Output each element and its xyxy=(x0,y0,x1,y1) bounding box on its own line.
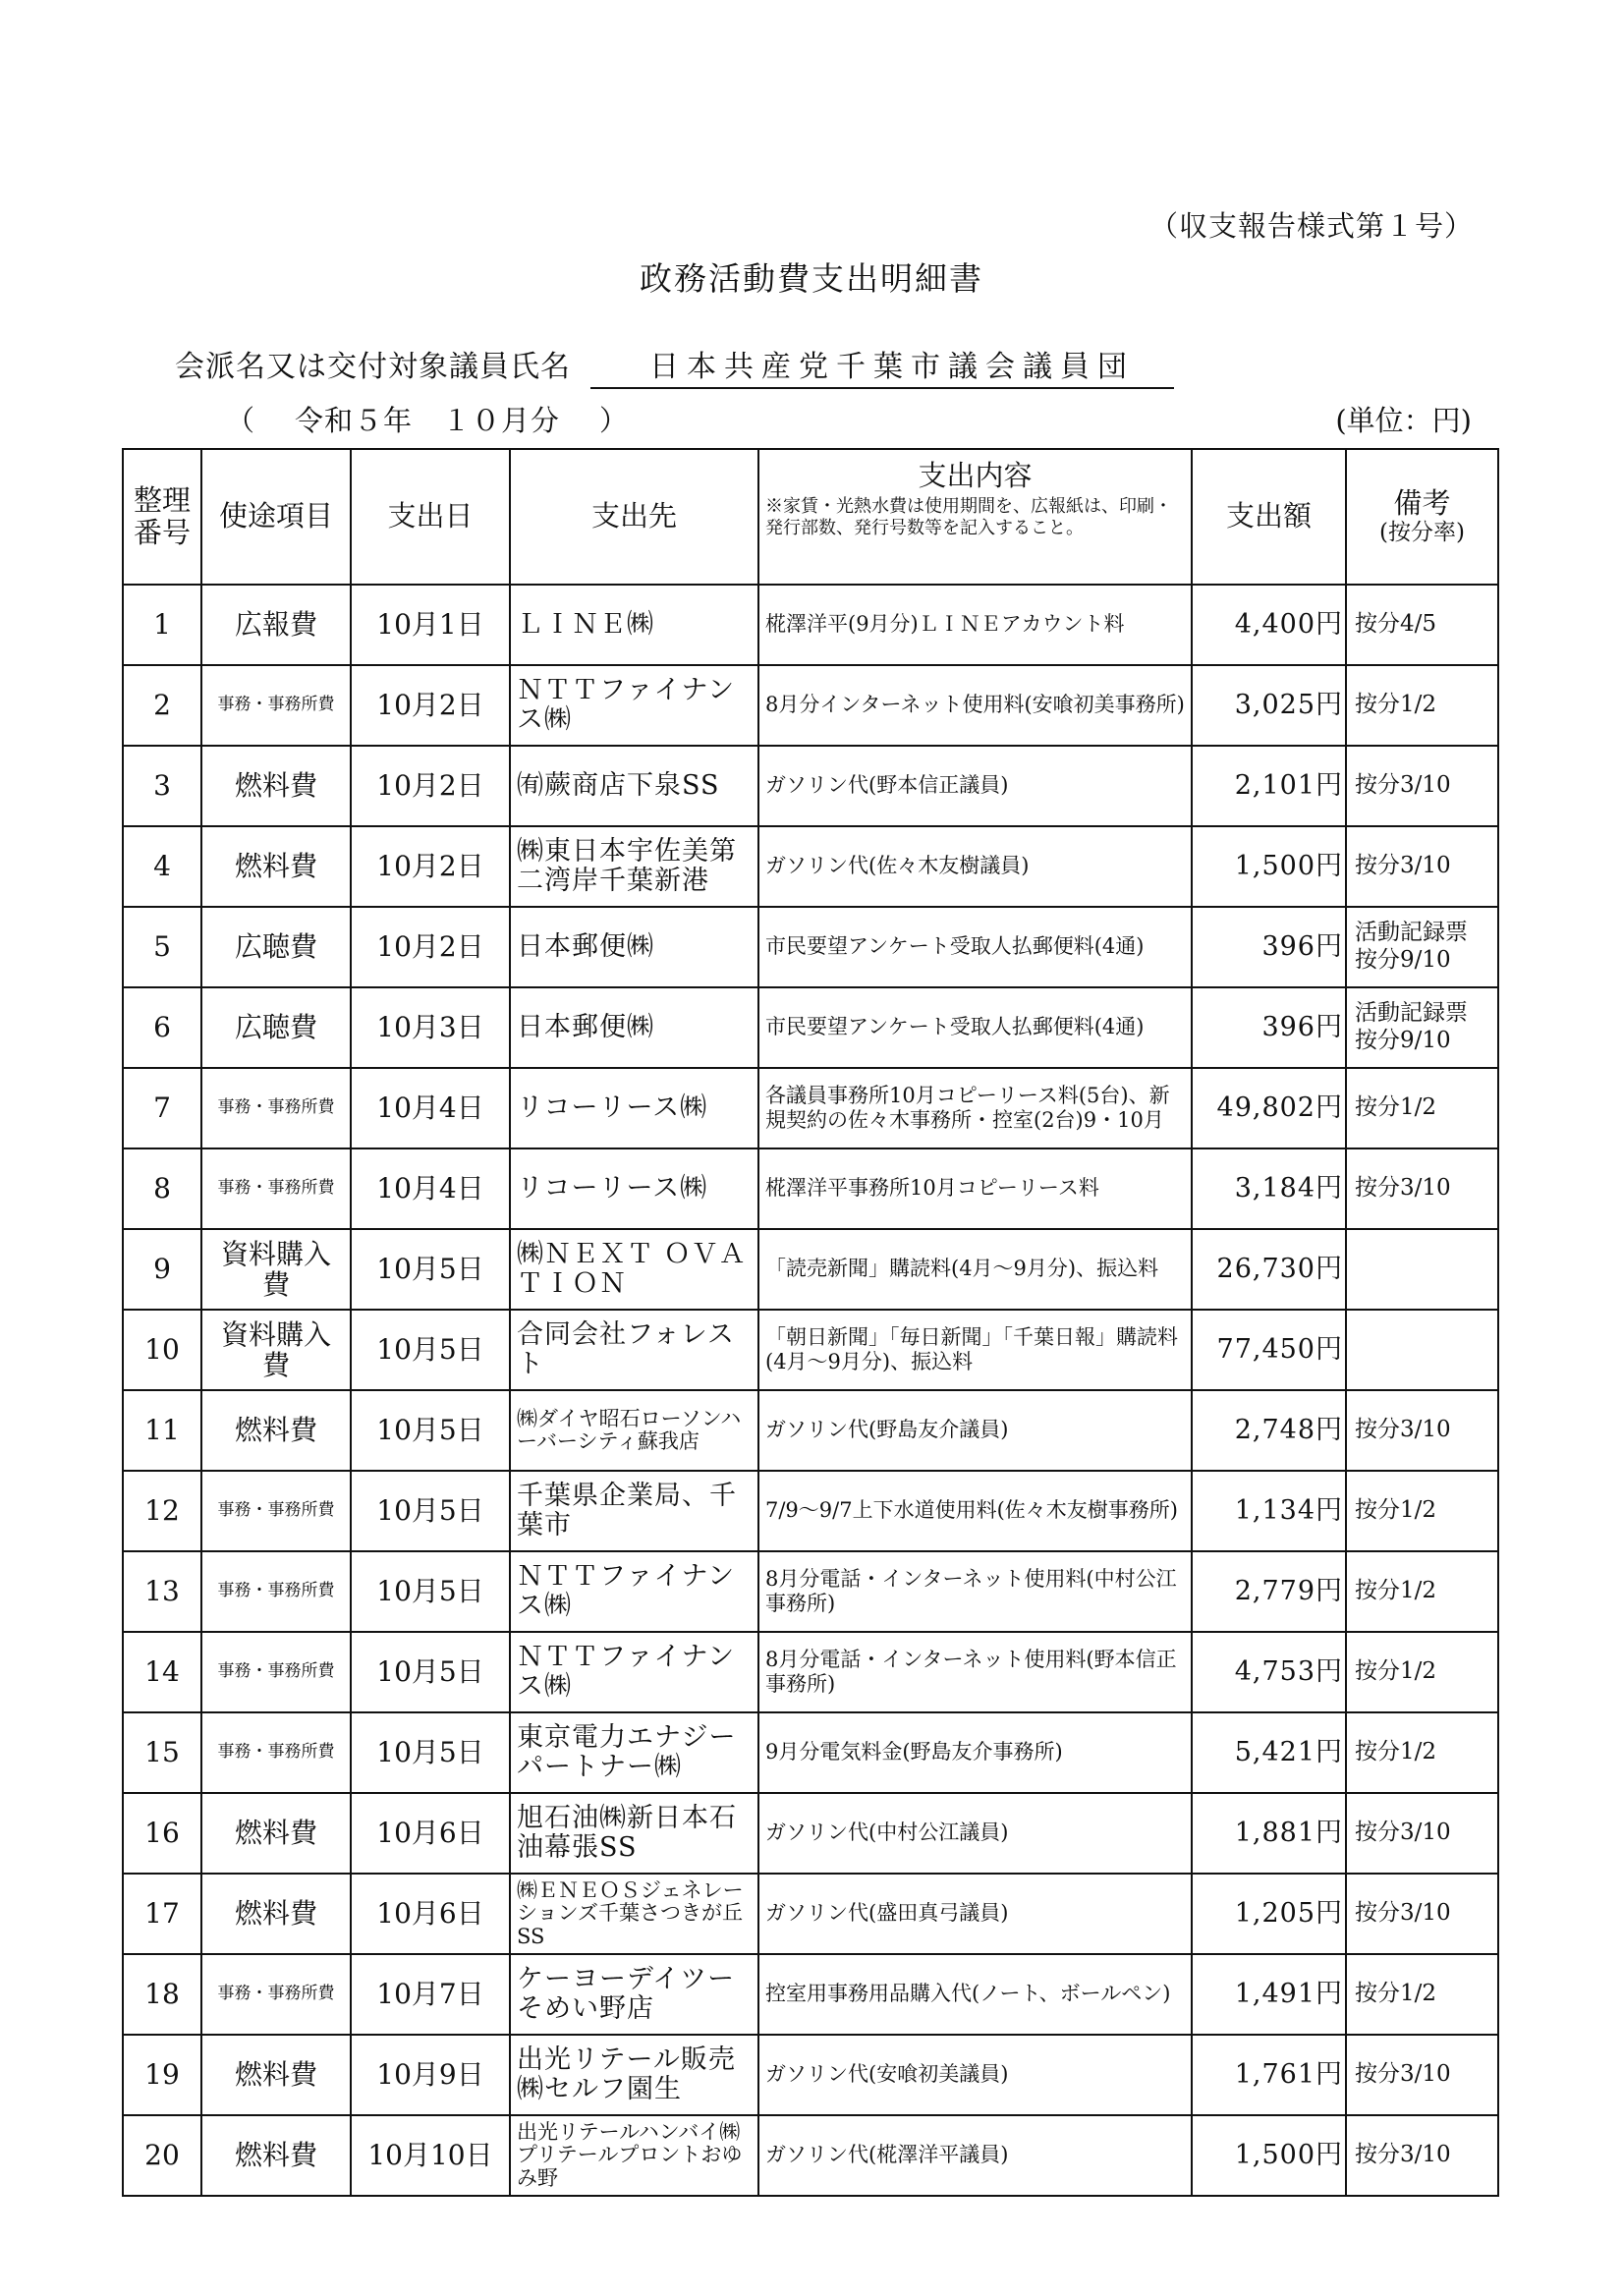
cell-category: 事務・事務所費 xyxy=(201,1148,351,1229)
cell-content: 7/9～9/7上下水道使用料(佐々木友樹事務所) xyxy=(758,1471,1192,1551)
cell-remarks xyxy=(1346,1310,1498,1390)
cell-date: 10月5日 xyxy=(351,1471,510,1551)
cell-remarks: 按分1/2 xyxy=(1346,665,1498,746)
cell-no: 16 xyxy=(123,1793,201,1874)
form-number: （収支報告様式第１号） xyxy=(1148,209,1474,243)
cell-payee: ㈱東日本宇佐美第二湾岸千葉新港 xyxy=(510,826,758,907)
cell-date: 10月1日 xyxy=(351,585,510,665)
header-payee: 支出先 xyxy=(510,449,758,585)
cell-date: 10月5日 xyxy=(351,1632,510,1712)
period-open-paren: （ xyxy=(226,404,256,437)
cell-payee: 東京電力エナジーパートナー㈱ xyxy=(510,1712,758,1793)
cell-amount: 2,101円 xyxy=(1192,746,1346,826)
cell-content: ガソリン代(野島友介議員) xyxy=(758,1390,1192,1471)
cell-category: 広聴費 xyxy=(201,907,351,987)
cell-remarks: 活動記録票 按分9/10 xyxy=(1346,987,1498,1068)
cell-content: ガソリン代(椛澤洋平議員) xyxy=(758,2115,1192,2196)
table-row xyxy=(123,1712,1498,1793)
cell-payee: 出光リテールハンバイ㈱プリテールプロントおゆみ野 xyxy=(510,2115,758,2196)
cell-date: 10月5日 xyxy=(351,1229,510,1310)
cell-no: 9 xyxy=(123,1229,201,1310)
cell-remarks: 按分3/10 xyxy=(1346,826,1498,907)
cell-date: 10月2日 xyxy=(351,907,510,987)
cell-payee: ㈱ＥＮＥＯＳジェネレーションズ千葉さつきが丘SS xyxy=(510,1874,758,1954)
cell-payee: ケーヨーデイツーそめい野店 xyxy=(510,1954,758,2035)
unit-label: (単位：円) xyxy=(1335,404,1472,437)
cell-amount: 1,500円 xyxy=(1192,826,1346,907)
cell-no: 5 xyxy=(123,907,201,987)
expense-table xyxy=(122,448,1499,2197)
cell-date: 10月5日 xyxy=(351,1390,510,1471)
cell-remarks: 按分1/2 xyxy=(1346,1632,1498,1712)
cell-category: 燃料費 xyxy=(201,1390,351,1471)
cell-remarks xyxy=(1346,1229,1498,1310)
cell-no: 6 xyxy=(123,987,201,1068)
cell-content: 「読売新聞」購読料(4月～9月分)、振込料 xyxy=(758,1229,1192,1310)
cell-no: 3 xyxy=(123,746,201,826)
table-row xyxy=(123,987,1498,1068)
cell-payee: リコーリース㈱ xyxy=(510,1068,758,1148)
table-row xyxy=(123,1632,1498,1712)
table-row xyxy=(123,746,1498,826)
header-remarks-label: 備考 xyxy=(1393,486,1451,521)
cell-no: 19 xyxy=(123,2035,201,2115)
cell-amount: 1,491円 xyxy=(1192,1954,1346,2035)
cell-remarks: 按分1/2 xyxy=(1346,1471,1498,1551)
cell-category: 燃料費 xyxy=(201,826,351,907)
cell-payee: 千葉県企業局、千葉市 xyxy=(510,1471,758,1551)
cell-amount: 2,779円 xyxy=(1192,1551,1346,1632)
cell-date: 10月2日 xyxy=(351,826,510,907)
party-line xyxy=(175,342,1174,389)
cell-date: 10月5日 xyxy=(351,1551,510,1632)
cell-payee: リコーリース㈱ xyxy=(510,1148,758,1229)
table-row xyxy=(123,1874,1498,1954)
cell-date: 10月6日 xyxy=(351,1874,510,1954)
header-remarks xyxy=(1346,449,1498,585)
cell-category: 事務・事務所費 xyxy=(201,1712,351,1793)
cell-remarks: 按分3/10 xyxy=(1346,1390,1498,1471)
cell-payee: 旭石油㈱新日本石油幕張SS xyxy=(510,1793,758,1874)
header-date: 支出日 xyxy=(351,449,510,585)
cell-content: ガソリン代(野本信正議員) xyxy=(758,746,1192,826)
cell-content: 椛澤洋平事務所10月コピーリース料 xyxy=(758,1148,1192,1229)
table-row xyxy=(123,2035,1498,2115)
cell-payee: ㈲蕨商店下泉SS xyxy=(510,746,758,826)
cell-payee: ＮＴＴファイナンス㈱ xyxy=(510,665,758,746)
table-row xyxy=(123,907,1498,987)
cell-amount: 1,881円 xyxy=(1192,1793,1346,1874)
table-row xyxy=(123,2115,1498,2196)
cell-date: 10月7日 xyxy=(351,1954,510,2035)
cell-date: 10月4日 xyxy=(351,1148,510,1229)
cell-content: 市民要望アンケート受取人払郵便料(4通) xyxy=(758,987,1192,1068)
table-row xyxy=(123,1068,1498,1148)
table-row xyxy=(123,1229,1498,1310)
cell-category: 燃料費 xyxy=(201,1793,351,1874)
cell-category: 事務・事務所費 xyxy=(201,665,351,746)
cell-no: 15 xyxy=(123,1712,201,1793)
cell-category: 事務・事務所費 xyxy=(201,1632,351,1712)
cell-amount: 3,184円 xyxy=(1192,1148,1346,1229)
cell-content: 椛澤洋平(9月分)ＬＩＮＥアカウント料 xyxy=(758,585,1192,665)
cell-payee: ＬＩＮＥ㈱ xyxy=(510,585,758,665)
cell-content: 各議員事務所10月コピーリース料(5台)、新規契約の佐々木事務所・控室(2台)9・10月 xyxy=(758,1068,1192,1148)
cell-amount: 1,134円 xyxy=(1192,1471,1346,1551)
page-title: 政務活動費支出明細書 xyxy=(640,259,983,298)
table-header-row xyxy=(123,449,1498,585)
cell-amount: 396円 xyxy=(1192,907,1346,987)
cell-remarks: 按分4/5 xyxy=(1346,585,1498,665)
cell-content: 控室用事務用品購入代(ノート、ボールペン) xyxy=(758,1954,1192,2035)
header-remarks-sub: (按分率) xyxy=(1379,520,1465,546)
cell-remarks: 按分1/2 xyxy=(1346,1068,1498,1148)
cell-amount: 26,730円 xyxy=(1192,1229,1346,1310)
header-amount: 支出額 xyxy=(1192,449,1346,585)
cell-no: 12 xyxy=(123,1471,201,1551)
table-row xyxy=(123,826,1498,907)
period-close-paren: ） xyxy=(599,404,630,437)
cell-amount: 1,761円 xyxy=(1192,2035,1346,2115)
cell-payee: 日本郵便㈱ xyxy=(510,987,758,1068)
cell-amount: 77,450円 xyxy=(1192,1310,1346,1390)
cell-payee: 合同会社フォレスト xyxy=(510,1310,758,1390)
cell-payee: 出光リテール販売㈱セルフ園生 xyxy=(510,2035,758,2115)
cell-category: 燃料費 xyxy=(201,2115,351,2196)
header-content-note: ※家賃・光熱水費は使用期間を、広報紙は、印刷・発行部数、発行号数等を記入すること。 xyxy=(765,496,1172,538)
cell-remarks: 按分1/2 xyxy=(1346,1954,1498,2035)
period-text: 令和５年 １０月分 xyxy=(295,404,561,437)
cell-content: 「朝日新聞」「毎日新聞」「千葉日報」購読料(4月～9月分)、振込料 xyxy=(758,1310,1192,1390)
cell-category: 資料購入費 xyxy=(201,1310,351,1390)
cell-no: 17 xyxy=(123,1874,201,1954)
cell-date: 10月2日 xyxy=(351,746,510,826)
cell-category: 事務・事務所費 xyxy=(201,1954,351,2035)
cell-amount: 1,500円 xyxy=(1192,2115,1346,2196)
cell-category: 事務・事務所費 xyxy=(201,1068,351,1148)
cell-content: 8月分インターネット使用料(安喰初美事務所) xyxy=(758,665,1192,746)
cell-amount: 4,400円 xyxy=(1192,585,1346,665)
cell-payee: 日本郵便㈱ xyxy=(510,907,758,987)
cell-no: 18 xyxy=(123,1954,201,2035)
cell-payee: ＮＴＴファイナンス㈱ xyxy=(510,1551,758,1632)
table-row xyxy=(123,1793,1498,1874)
cell-content: 市民要望アンケート受取人払郵便料(4通) xyxy=(758,907,1192,987)
cell-payee: ㈱ＮＥＸＴ ＯＶＡＴＩＯＮ xyxy=(510,1229,758,1310)
table-body xyxy=(123,585,1498,2196)
cell-remarks: 按分3/10 xyxy=(1346,1148,1498,1229)
table-row xyxy=(123,1954,1498,2035)
cell-amount: 3,025円 xyxy=(1192,665,1346,746)
cell-date: 10月6日 xyxy=(351,1793,510,1874)
table-row xyxy=(123,585,1498,665)
cell-remarks: 按分1/2 xyxy=(1346,1712,1498,1793)
cell-no: 10 xyxy=(123,1310,201,1390)
cell-payee: ＮＴＴファイナンス㈱ xyxy=(510,1632,758,1712)
cell-content: 8月分電話・インターネット使用料(野本信正事務所) xyxy=(758,1632,1192,1712)
table-row xyxy=(123,1390,1498,1471)
cell-remarks: 按分3/10 xyxy=(1346,2115,1498,2196)
header-no: 整理番号 xyxy=(123,449,201,585)
cell-date: 10月9日 xyxy=(351,2035,510,2115)
cell-date: 10月10日 xyxy=(351,2115,510,2196)
party-name: 日本共産党千葉市議会議員団 xyxy=(590,342,1174,389)
table-row xyxy=(123,1551,1498,1632)
cell-date: 10月2日 xyxy=(351,665,510,746)
table-row xyxy=(123,1471,1498,1551)
header-content xyxy=(758,449,1192,585)
cell-date: 10月4日 xyxy=(351,1068,510,1148)
cell-category: 広報費 xyxy=(201,585,351,665)
cell-category: 燃料費 xyxy=(201,2035,351,2115)
party-label: 会派名又は交付対象議員氏名 xyxy=(175,350,571,384)
cell-date: 10月5日 xyxy=(351,1310,510,1390)
cell-content: ガソリン代(安喰初美議員) xyxy=(758,2035,1192,2115)
cell-content: ガソリン代(佐々木友樹議員) xyxy=(758,826,1192,907)
cell-content: 9月分電気料金(野島友介事務所) xyxy=(758,1712,1192,1793)
cell-amount: 2,748円 xyxy=(1192,1390,1346,1471)
cell-category: 燃料費 xyxy=(201,746,351,826)
cell-no: 1 xyxy=(123,585,201,665)
cell-content: ガソリン代(中村公江議員) xyxy=(758,1793,1192,1874)
cell-category: 燃料費 xyxy=(201,1874,351,1954)
cell-remarks: 按分1/2 xyxy=(1346,1551,1498,1632)
cell-no: 14 xyxy=(123,1632,201,1712)
cell-no: 7 xyxy=(123,1068,201,1148)
reporting-period xyxy=(226,399,668,439)
header-category: 使途項目 xyxy=(201,449,351,585)
cell-no: 8 xyxy=(123,1148,201,1229)
cell-category: 事務・事務所費 xyxy=(201,1551,351,1632)
header-content-label: 支出内容 xyxy=(918,459,1033,492)
cell-no: 20 xyxy=(123,2115,201,2196)
cell-no: 13 xyxy=(123,1551,201,1632)
cell-no: 11 xyxy=(123,1390,201,1471)
cell-content: ガソリン代(盛田真弓議員) xyxy=(758,1874,1192,1954)
cell-remarks: 活動記録票 按分9/10 xyxy=(1346,907,1498,987)
cell-payee: ㈱ダイヤ昭石ローソンハーバーシティ蘇我店 xyxy=(510,1390,758,1471)
table-row xyxy=(123,665,1498,746)
cell-date: 10月5日 xyxy=(351,1712,510,1793)
cell-remarks: 按分3/10 xyxy=(1346,2035,1498,2115)
cell-amount: 1,205円 xyxy=(1192,1874,1346,1954)
cell-amount: 49,802円 xyxy=(1192,1068,1346,1148)
table-row xyxy=(123,1310,1498,1390)
cell-remarks: 按分3/10 xyxy=(1346,1874,1498,1954)
cell-category: 広聴費 xyxy=(201,987,351,1068)
cell-amount: 5,421円 xyxy=(1192,1712,1346,1793)
cell-no: 2 xyxy=(123,665,201,746)
cell-no: 4 xyxy=(123,826,201,907)
cell-category: 事務・事務所費 xyxy=(201,1471,351,1551)
cell-content: 8月分電話・インターネット使用料(中村公江事務所) xyxy=(758,1551,1192,1632)
cell-remarks: 按分3/10 xyxy=(1346,746,1498,826)
cell-date: 10月3日 xyxy=(351,987,510,1068)
cell-amount: 396円 xyxy=(1192,987,1346,1068)
cell-remarks: 按分3/10 xyxy=(1346,1793,1498,1874)
table-row xyxy=(123,1148,1498,1229)
cell-category: 資料購入費 xyxy=(201,1229,351,1310)
cell-amount: 4,753円 xyxy=(1192,1632,1346,1712)
